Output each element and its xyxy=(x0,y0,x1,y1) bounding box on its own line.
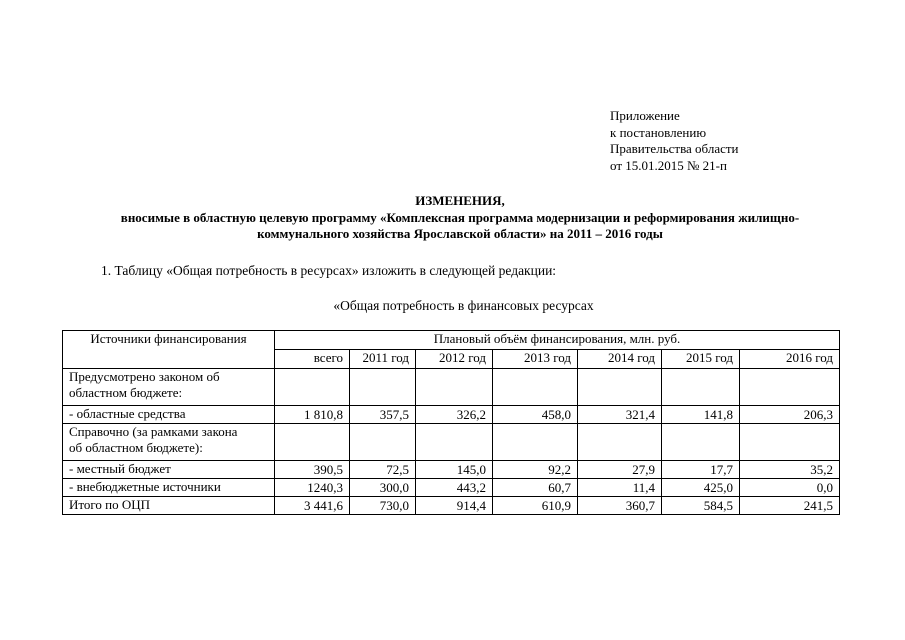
table-cell: 584,5 xyxy=(662,497,740,515)
empty-cell xyxy=(493,424,578,461)
table-cell: 610,9 xyxy=(493,497,578,515)
plan-header: Плановый объём финансирования, млн. руб. xyxy=(275,331,840,350)
empty-cell xyxy=(740,424,840,461)
table-caption: «Общая потребность в финансовых ресурсах xyxy=(333,298,594,313)
row-label: - местный бюджет xyxy=(63,461,275,479)
table-row xyxy=(63,406,840,424)
table-cell: 300,0 xyxy=(350,479,416,497)
column-header: 2015 год xyxy=(662,350,740,369)
table-cell: 443,2 xyxy=(416,479,493,497)
title-line: вносимые в областную целевую программу «Комплексная программа модернизации и реформирования жилищно- xyxy=(120,209,800,225)
section-row xyxy=(63,424,840,461)
table-cell: 360,7 xyxy=(578,497,662,515)
empty-cell xyxy=(578,369,662,406)
table-cell: 1 810,8 xyxy=(275,406,350,424)
table-header-row xyxy=(63,331,840,350)
empty-cell xyxy=(275,369,350,406)
table-total-row xyxy=(63,497,840,515)
empty-cell xyxy=(350,369,416,406)
table-cell: 145,0 xyxy=(416,461,493,479)
appendix-block xyxy=(610,108,739,174)
source-header: Источники финансирования xyxy=(63,331,275,369)
column-header: 2012 год xyxy=(416,350,493,369)
table-cell: 141,8 xyxy=(662,406,740,424)
row-label: - внебюджетные источники xyxy=(63,479,275,497)
table-cell: 0,0 xyxy=(740,479,840,497)
section-label-line: областном бюджете: xyxy=(69,385,183,400)
row-label: - областные средства xyxy=(63,406,275,424)
document-title xyxy=(40,193,880,243)
section-label xyxy=(63,424,275,461)
table-cell: 241,5 xyxy=(740,497,840,515)
empty-cell xyxy=(662,424,740,461)
empty-cell xyxy=(416,369,493,406)
table-cell: 326,2 xyxy=(416,406,493,424)
empty-cell xyxy=(350,424,416,461)
table-cell: 390,5 xyxy=(275,461,350,479)
table-cell: 730,0 xyxy=(350,497,416,515)
table-cell: 72,5 xyxy=(350,461,416,479)
table-cell: 1240,3 xyxy=(275,479,350,497)
empty-cell xyxy=(740,369,840,406)
table-cell: 206,3 xyxy=(740,406,840,424)
empty-cell xyxy=(493,369,578,406)
column-header: 2016 год xyxy=(740,350,840,369)
empty-cell xyxy=(275,424,350,461)
table-row xyxy=(63,479,840,497)
table-cell: 17,7 xyxy=(662,461,740,479)
column-header: всего xyxy=(275,350,350,369)
empty-cell xyxy=(578,424,662,461)
table-cell: 425,0 xyxy=(662,479,740,497)
column-header: 2013 год xyxy=(493,350,578,369)
table-row xyxy=(63,461,840,479)
table-cell: 3 441,6 xyxy=(275,497,350,515)
table-cell: 357,5 xyxy=(350,406,416,424)
table-cell: 11,4 xyxy=(578,479,662,497)
table-cell: 60,7 xyxy=(493,479,578,497)
column-header: 2011 год xyxy=(350,350,416,369)
table-cell: 321,4 xyxy=(578,406,662,424)
section-label-line: об областном бюджете): xyxy=(69,440,203,455)
financing-table xyxy=(62,330,840,515)
appendix-line: Правительства области xyxy=(610,141,739,156)
empty-cell xyxy=(416,424,493,461)
table-cell: 35,2 xyxy=(740,461,840,479)
appendix-line: от 15.01.2015 № 21-п xyxy=(610,157,727,173)
instruction-paragraph: 1. Таблицу «Общая потребность в ресурсах» изложить в следующей редакции: xyxy=(101,263,557,278)
title-line: коммунального хозяйства Ярославской области» на 2011 – 2016 годы xyxy=(257,226,663,241)
empty-cell xyxy=(662,369,740,406)
section-label-line: Справочно (за рамками закона xyxy=(69,424,238,439)
section-label xyxy=(63,369,275,406)
title-line: ИЗМЕНЕНИЯ, xyxy=(415,193,505,208)
section-row xyxy=(63,369,840,406)
table-cell: 27,9 xyxy=(578,461,662,479)
appendix-line: Приложение xyxy=(610,108,680,123)
row-label: Итого по ОЦП xyxy=(63,497,275,515)
table-cell: 458,0 xyxy=(493,406,578,424)
section-label-line: Предусмотрено законом об xyxy=(69,369,220,384)
column-header: 2014 год xyxy=(578,350,662,369)
table-cell: 92,2 xyxy=(493,461,578,479)
table-cell: 914,4 xyxy=(416,497,493,515)
appendix-line: к постановлению xyxy=(610,124,707,140)
